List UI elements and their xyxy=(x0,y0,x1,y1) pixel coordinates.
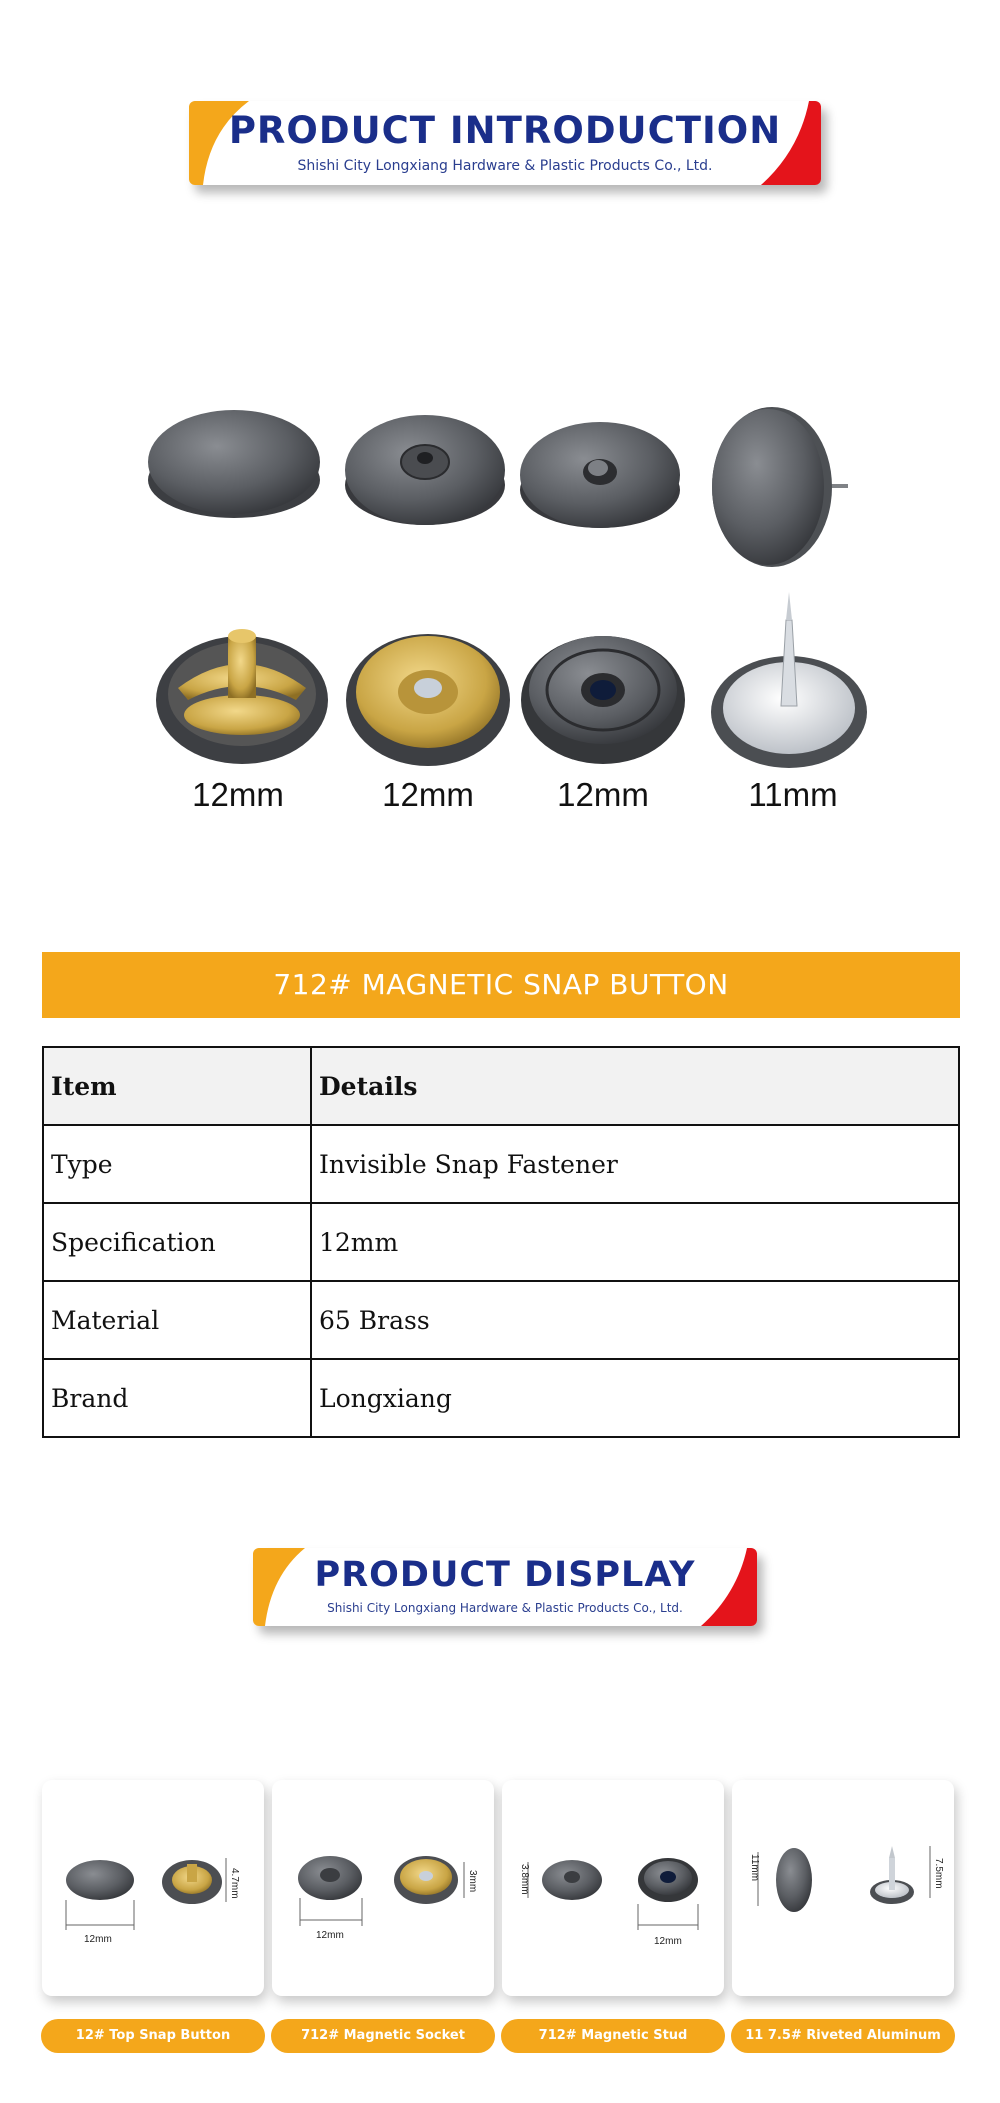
display-card-magnetic-socket xyxy=(272,1780,494,1996)
table-row xyxy=(43,1281,959,1359)
spec-item-cell: Material xyxy=(43,1281,311,1359)
spec-detail-cell: Invisible Snap Fastener xyxy=(311,1125,959,1203)
display-label-riveted-stud: 11 7.5# Riveted Aluminum Stud xyxy=(731,2019,955,2053)
button-top-stud-3 xyxy=(520,422,680,528)
width-dimension: 12mm xyxy=(84,1934,112,1945)
display-label-magnetic-stud: 712# Magnetic Stud xyxy=(501,2019,725,2053)
height-dimension: 4.7mm xyxy=(229,1868,240,1899)
button-top-cap-1 xyxy=(148,410,320,518)
width-dimension: 12mm xyxy=(316,1930,344,1941)
button-back-rivet-4 xyxy=(711,592,867,768)
intro-banner-title: PRODUCT INTRODUCTION xyxy=(228,109,782,152)
height-dimension: 7.5mm xyxy=(933,1858,944,1889)
product-name-header: 712# MAGNETIC SNAP BUTTON xyxy=(42,952,960,1018)
spec-item-cell: Type xyxy=(43,1125,311,1203)
size-label-3: 12mm xyxy=(557,776,649,813)
table-row xyxy=(43,1125,959,1203)
spec-detail-cell: Longxiang xyxy=(311,1359,959,1437)
spec-detail-cell: 65 Brass xyxy=(311,1281,959,1359)
button-top-socket-2 xyxy=(345,415,505,525)
size-label-1: 12mm xyxy=(192,776,284,813)
spec-table-header-row xyxy=(43,1047,959,1125)
magnetic-socket-diagram xyxy=(272,1780,494,1996)
button-back-socket-2 xyxy=(346,634,510,766)
display-banner-subtitle: Shishi City Longxiang Hardware & Plastic Products Co., Ltd. xyxy=(327,1601,683,1615)
display-banner xyxy=(253,1548,757,1626)
display-label-top-snap: 12# Top Snap Button xyxy=(41,2019,265,2053)
width-dimension: 12mm xyxy=(654,1936,682,1947)
button-back-stud-3 xyxy=(521,636,685,764)
spec-header-details: Details xyxy=(311,1047,959,1125)
button-photo-grid xyxy=(0,0,1000,900)
button-top-rivet-4 xyxy=(712,407,848,567)
magnetic-stud-diagram xyxy=(502,1780,724,1996)
height-dimension: 3mm xyxy=(467,1870,478,1893)
height-dimension: 3.8mm xyxy=(519,1864,530,1895)
size-label-4: 11mm xyxy=(748,776,838,813)
spec-item-cell: Specification xyxy=(43,1203,311,1281)
table-row xyxy=(43,1359,959,1437)
riveted-stud-diagram xyxy=(732,1780,954,1996)
display-card-top-snap xyxy=(42,1780,264,1996)
display-card-riveted-stud xyxy=(732,1780,954,1996)
height-dimension: 11mm xyxy=(749,1854,760,1882)
top-snap-diagram xyxy=(42,1780,264,1996)
intro-banner-subtitle: Shishi City Longxiang Hardware & Plastic Products Co., Ltd. xyxy=(297,158,713,174)
button-back-cap-1 xyxy=(156,629,328,764)
spec-item-cell: Brand xyxy=(43,1359,311,1437)
table-row xyxy=(43,1203,959,1281)
spec-header-item: Item xyxy=(43,1047,311,1125)
size-label-2: 12mm xyxy=(382,776,474,813)
display-card-magnetic-stud xyxy=(502,1780,724,1996)
spec-table xyxy=(42,1046,960,1438)
display-label-magnetic-socket: 712# Magnetic Socket xyxy=(271,2019,495,2053)
spec-detail-cell: 12mm xyxy=(311,1203,959,1281)
display-banner-title: PRODUCT DISPLAY xyxy=(314,1555,696,1595)
